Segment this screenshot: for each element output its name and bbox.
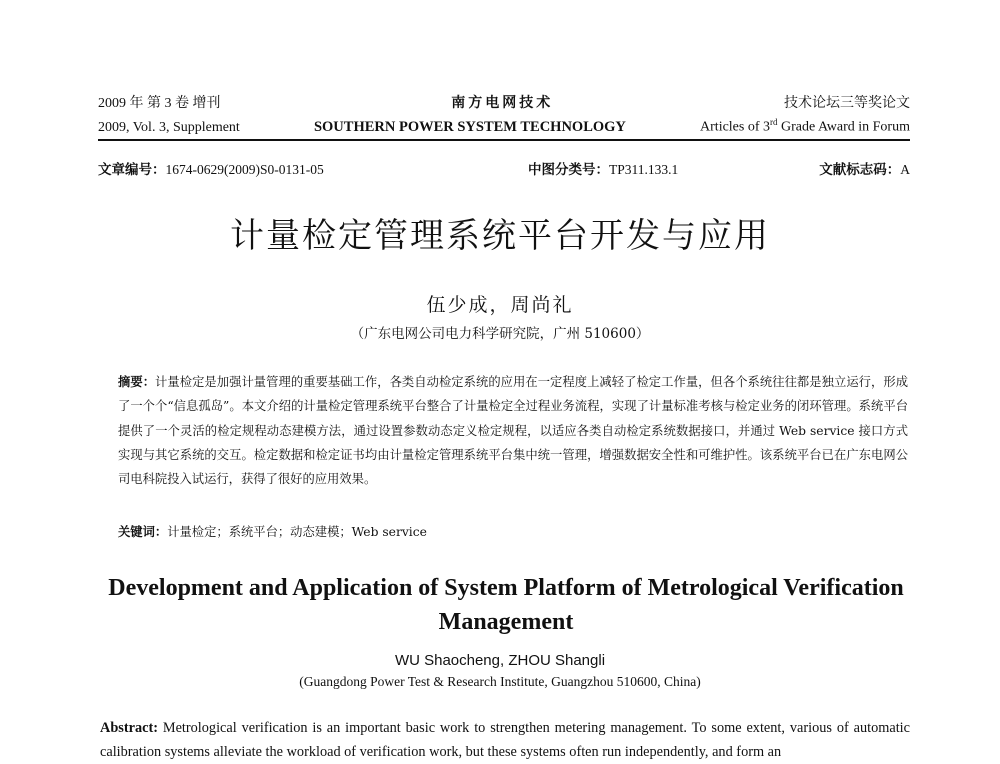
keywords-label-cn: 关键词： [118,525,168,539]
journal-name-en: SOUTHERN POWER SYSTEM TECHNOLOGY [313,118,626,135]
abstract-label-cn: 摘要： [118,375,156,389]
keywords-cn [118,522,908,540]
header-rule [98,139,910,141]
paper-title-en-line2: Management [438,609,574,635]
affiliation-en: (Guangdong Power Test & Research Institute, Guangzhou 510600, China) [299,674,701,689]
document-code: 文献标志码：A [819,162,910,178]
award-note-cn: 技术论坛三等奖论文 [784,96,910,111]
abstract-cn [118,370,908,491]
paper-title-cn: 计量检定管理系统平台开发与应用 [230,216,770,256]
journal-header-en [98,117,910,136]
abstract-text-cn: 计量检定是加强计量管理的重要基础工作，各类自动检定系统的应用在一定程度上减轻了检定工作量，但各个系统往往都是独立运行，形成了一个个“信息孤岛”。本文介绍的计量检定管理系统平台整合了计量检定全过程业务流程，实现了计量标准考核与检定业务的闭环管理。系统平台提供了一个灵活的检定规程动态建模方法，通过设置参数动态定义检定规程，以适应各类自动检定系统数据接口，并通过 Web service 接口方式实现与其它系统的交互。检定数据和检定证书均由计量检定管理系统平台集中统一管理，增强数据安全性和可维护性。该系统平台已在广东电网公司电科院投入试运行，获得了很好的应用效果。 [118,375,908,487]
abstract-en [100,716,910,764]
affiliation-cn: （广东电网公司电力科学研究院，广州 510600） [350,326,650,342]
abstract-text-en: Metrological verification is an important basic work to strengthen metering management. To some extent, various of automatic calibration systems alleviate the workload of verification work, but these systems often run independently, and form an [100,720,910,760]
paper-title-en [100,571,912,639]
authors-en: WU Shaocheng, ZHOU Shangli [394,652,606,669]
classification-number: 中图分类号：TP311.133.1 [528,162,679,178]
award-note-en: Articles of 3rd Grade Award in Forum [700,117,910,135]
keywords-text-cn: 计量检定；系统平台；动态建模；Web service [167,525,427,539]
article-number: 文章编号：1674-0629(2009)S0-0131-05 [98,162,324,178]
authors-cn: 伍少成，周尚礼 [426,294,574,316]
abstract-label-en: Abstract: [100,720,158,736]
issue-info-en: 2009, Vol. 3, Supplement [98,119,240,135]
journal-name-cn: 南方电网技术 [451,95,554,111]
issue-info-cn: 2009 年 第 3 卷 增刊 [98,96,221,111]
paper-title-en-line1: Development and Application of System Platform of Metrological Verification [108,575,904,601]
journal-header-cn [98,92,910,112]
